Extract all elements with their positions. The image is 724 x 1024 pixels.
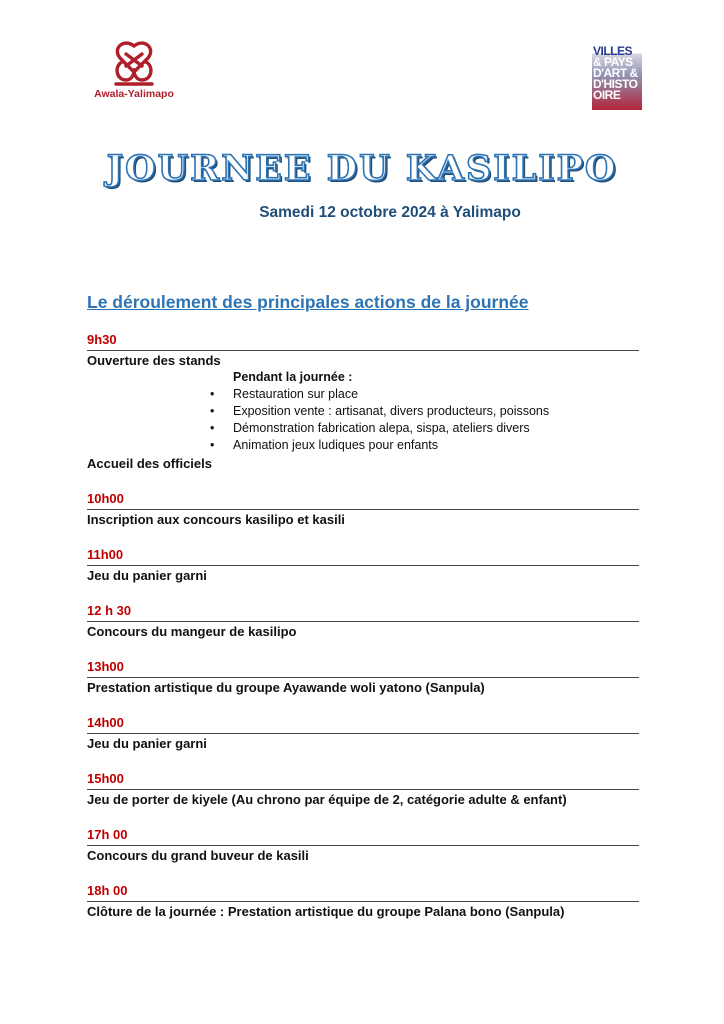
slot-time: 18h 00 [87, 883, 639, 902]
slot-activity: Jeu de porter de kiyele (Au chrono par équipe de 2, catégorie adulte & enfant) [87, 792, 567, 807]
day-activities-list [207, 386, 639, 454]
schedule-slot [87, 827, 639, 864]
slot-activity: Prestation artistique du groupe Ayawande woli yatono (Sanpula) [87, 680, 485, 695]
slot-activity: Inscription aux concours kasilipo et kasili [87, 512, 345, 527]
list-item-text: Animation jeux ludiques pour enfants [233, 438, 438, 452]
page-title: JOURNEE DU KASILIPO [106, 148, 618, 189]
logo-line: & PAYS [593, 55, 633, 69]
logo-line: D'ART & [593, 66, 638, 80]
slot-time: 15h00 [87, 771, 639, 790]
slot-time: 14h00 [87, 715, 639, 734]
slot-activity: Jeu du panier garni [87, 736, 207, 751]
schedule-slot [87, 547, 639, 584]
logo-brand-text: Awala-Yalimapo [94, 88, 174, 100]
awala-yalimapo-logo [84, 40, 184, 100]
list-item-text: Démonstration fabrication alepa, sispa, ateliers divers [233, 421, 530, 435]
list-item [207, 403, 639, 420]
schedule-list [87, 332, 639, 939]
logo-line: D'HISTO [593, 77, 638, 91]
schedule-slot [87, 883, 639, 920]
list-item-text: Exposition vente : artisanat, divers producteurs, poissons [233, 404, 550, 418]
schedule-slot [87, 332, 639, 472]
day-activities-block [207, 369, 639, 454]
slot-time: 10h00 [87, 491, 639, 510]
bullet-icon: • [210, 387, 215, 401]
slot-activity: Concours du mangeur de kasilipo [87, 624, 297, 639]
logo-line: OIRE [593, 88, 621, 102]
slot-time: 11h00 [87, 547, 639, 566]
list-item-text: Restauration sur place [233, 387, 359, 401]
page-subtitle: Samedi 12 octobre 2024 à Yalimapo [259, 204, 521, 221]
knot-emblem-icon [108, 40, 160, 88]
logo-line: VILLES [593, 46, 633, 58]
slot-activity: Ouverture des stands [87, 353, 221, 368]
slot-time: 17h 00 [87, 827, 639, 846]
list-item [207, 437, 639, 454]
bullet-icon: • [210, 438, 215, 452]
bullet-icon: • [210, 404, 215, 418]
villes-pays-art-histoire-logo [592, 46, 642, 110]
schedule-slot [87, 771, 639, 808]
slot-time: 9h30 [87, 332, 639, 351]
schedule-slot [87, 603, 639, 640]
slot-activity: Jeu du panier garni [87, 568, 207, 583]
slot-activity: Concours du grand buveur de kasili [87, 848, 309, 863]
slot-time: 13h00 [87, 659, 639, 678]
list-item [207, 386, 639, 403]
section-heading: Le déroulement des principales actions de la journée [87, 292, 529, 312]
slot-activity-secondary: Accueil des officiels [87, 456, 212, 471]
slot-activity: Clôture de la journée : Prestation artistique du groupe Palana bono (Sanpula) [87, 904, 565, 919]
bullet-icon: • [210, 421, 215, 435]
slot-time: 12 h 30 [87, 603, 639, 622]
day-activities-heading: Pendant la journée : [233, 370, 353, 384]
schedule-slot [87, 659, 639, 696]
schedule-slot [87, 491, 639, 528]
schedule-slot [87, 715, 639, 752]
list-item [207, 420, 639, 437]
